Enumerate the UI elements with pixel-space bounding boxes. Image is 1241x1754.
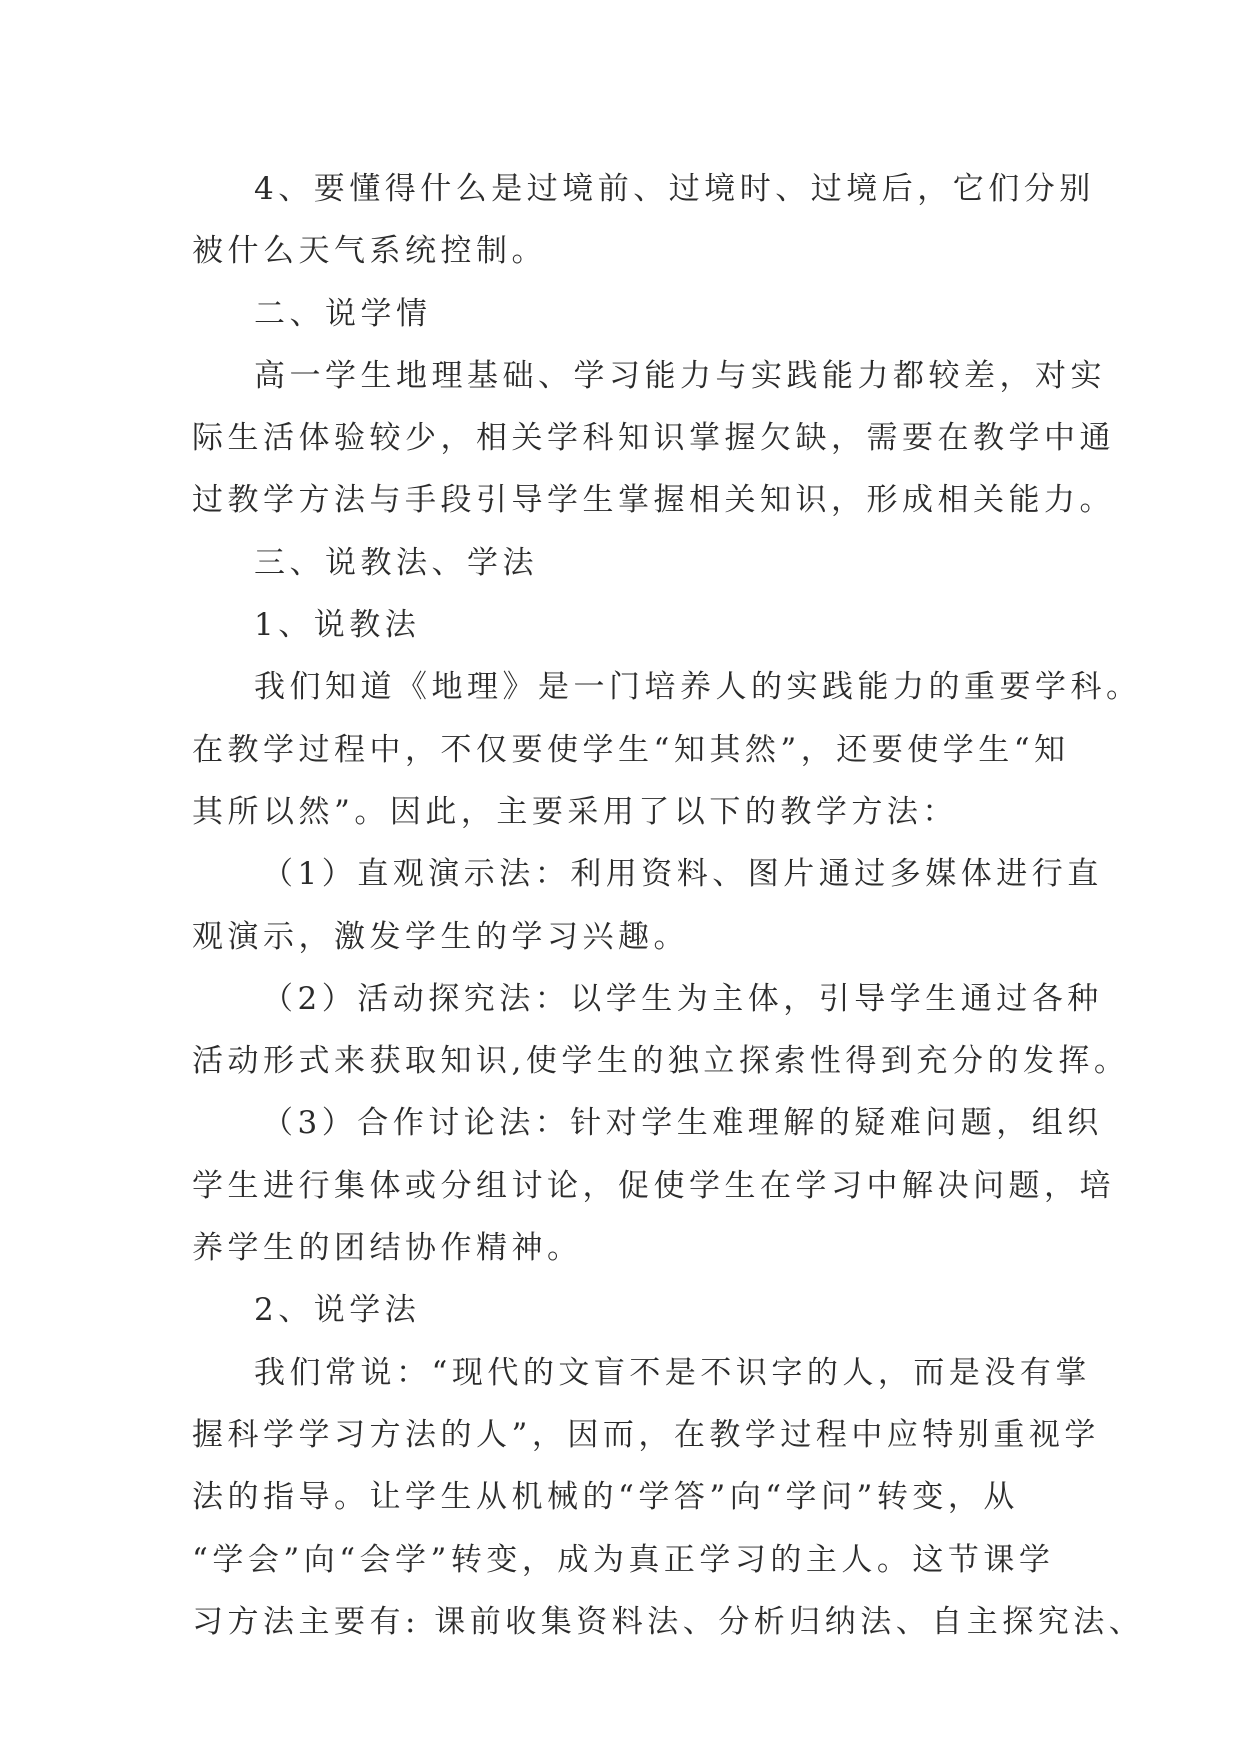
paragraph-line: 其所以然”。因此，主要采用了以下的教学方法： — [192, 793, 958, 830]
subsection-heading: 2、说学法 — [254, 1292, 421, 1329]
list-item-line: 养学生的团结协作精神。 — [192, 1230, 583, 1267]
paragraph-line: 握科学学习方法的人”，因而，在教学过程中应特别重视学 — [192, 1416, 1100, 1453]
list-item-line: （1）直观演示法：利用资料、图片通过多媒体进行直 — [262, 856, 1103, 893]
paragraph-line: 习方法主要有: 课前收集资料法、分析归纳法、自主探究法、 — [192, 1603, 1145, 1640]
section-heading: 二、说学情 — [254, 295, 432, 332]
paragraph-line: “学会”向“会学”转变，成为真正学习的主人。这节课学 — [192, 1541, 1055, 1578]
paragraph-line: 在教学过程中，不仅要使学生“知其然”，还要使学生“知 — [192, 731, 1070, 768]
subsection-heading: 1、说教法 — [254, 607, 421, 644]
document-body — [192, 158, 1145, 1653]
paragraph-line: 法的指导。让学生从机械的“学答”向“学问”转变，从 — [192, 1479, 1019, 1516]
paragraph-line: 我们知道《地理》是一门培养人的实践能力的重要学科。 — [254, 669, 1142, 706]
paragraph-line: 我们常说：“现代的文盲不是不识字的人，而是没有掌 — [254, 1354, 1091, 1391]
list-item-line: （3）合作讨论法：针对学生难理解的疑难问题，组织 — [262, 1105, 1103, 1142]
list-item-line: 学生进行集体或分组讨论，促使学生在学习中解决问题，培 — [192, 1167, 1115, 1204]
section-heading: 三、说教法、学法 — [254, 544, 538, 581]
list-item-line: 活动形式来获取知识,使学生的独立探索性得到充分的发挥。 — [192, 1043, 1130, 1080]
paragraph-line: 被什么天气系统控制。 — [192, 233, 547, 270]
paragraph-line: 高一学生地理基础、学习能力与实践能力都较差，对实 — [254, 357, 1106, 394]
paragraph-line: 4、要懂得什么是过境前、过境时、过境后，它们分别 — [254, 171, 1095, 207]
list-item-line: 观演示，激发学生的学习兴趣。 — [192, 918, 689, 955]
list-item-line: （2）活动探究法：以学生为主体，引导学生通过各种 — [262, 980, 1103, 1017]
paragraph-line: 过教学方法与手段引导学生掌握相关知识，形成相关能力。 — [192, 482, 1115, 519]
paragraph-line: 际生活体验较少，相关学科知识掌握欠缺，需要在教学中通 — [192, 420, 1115, 457]
